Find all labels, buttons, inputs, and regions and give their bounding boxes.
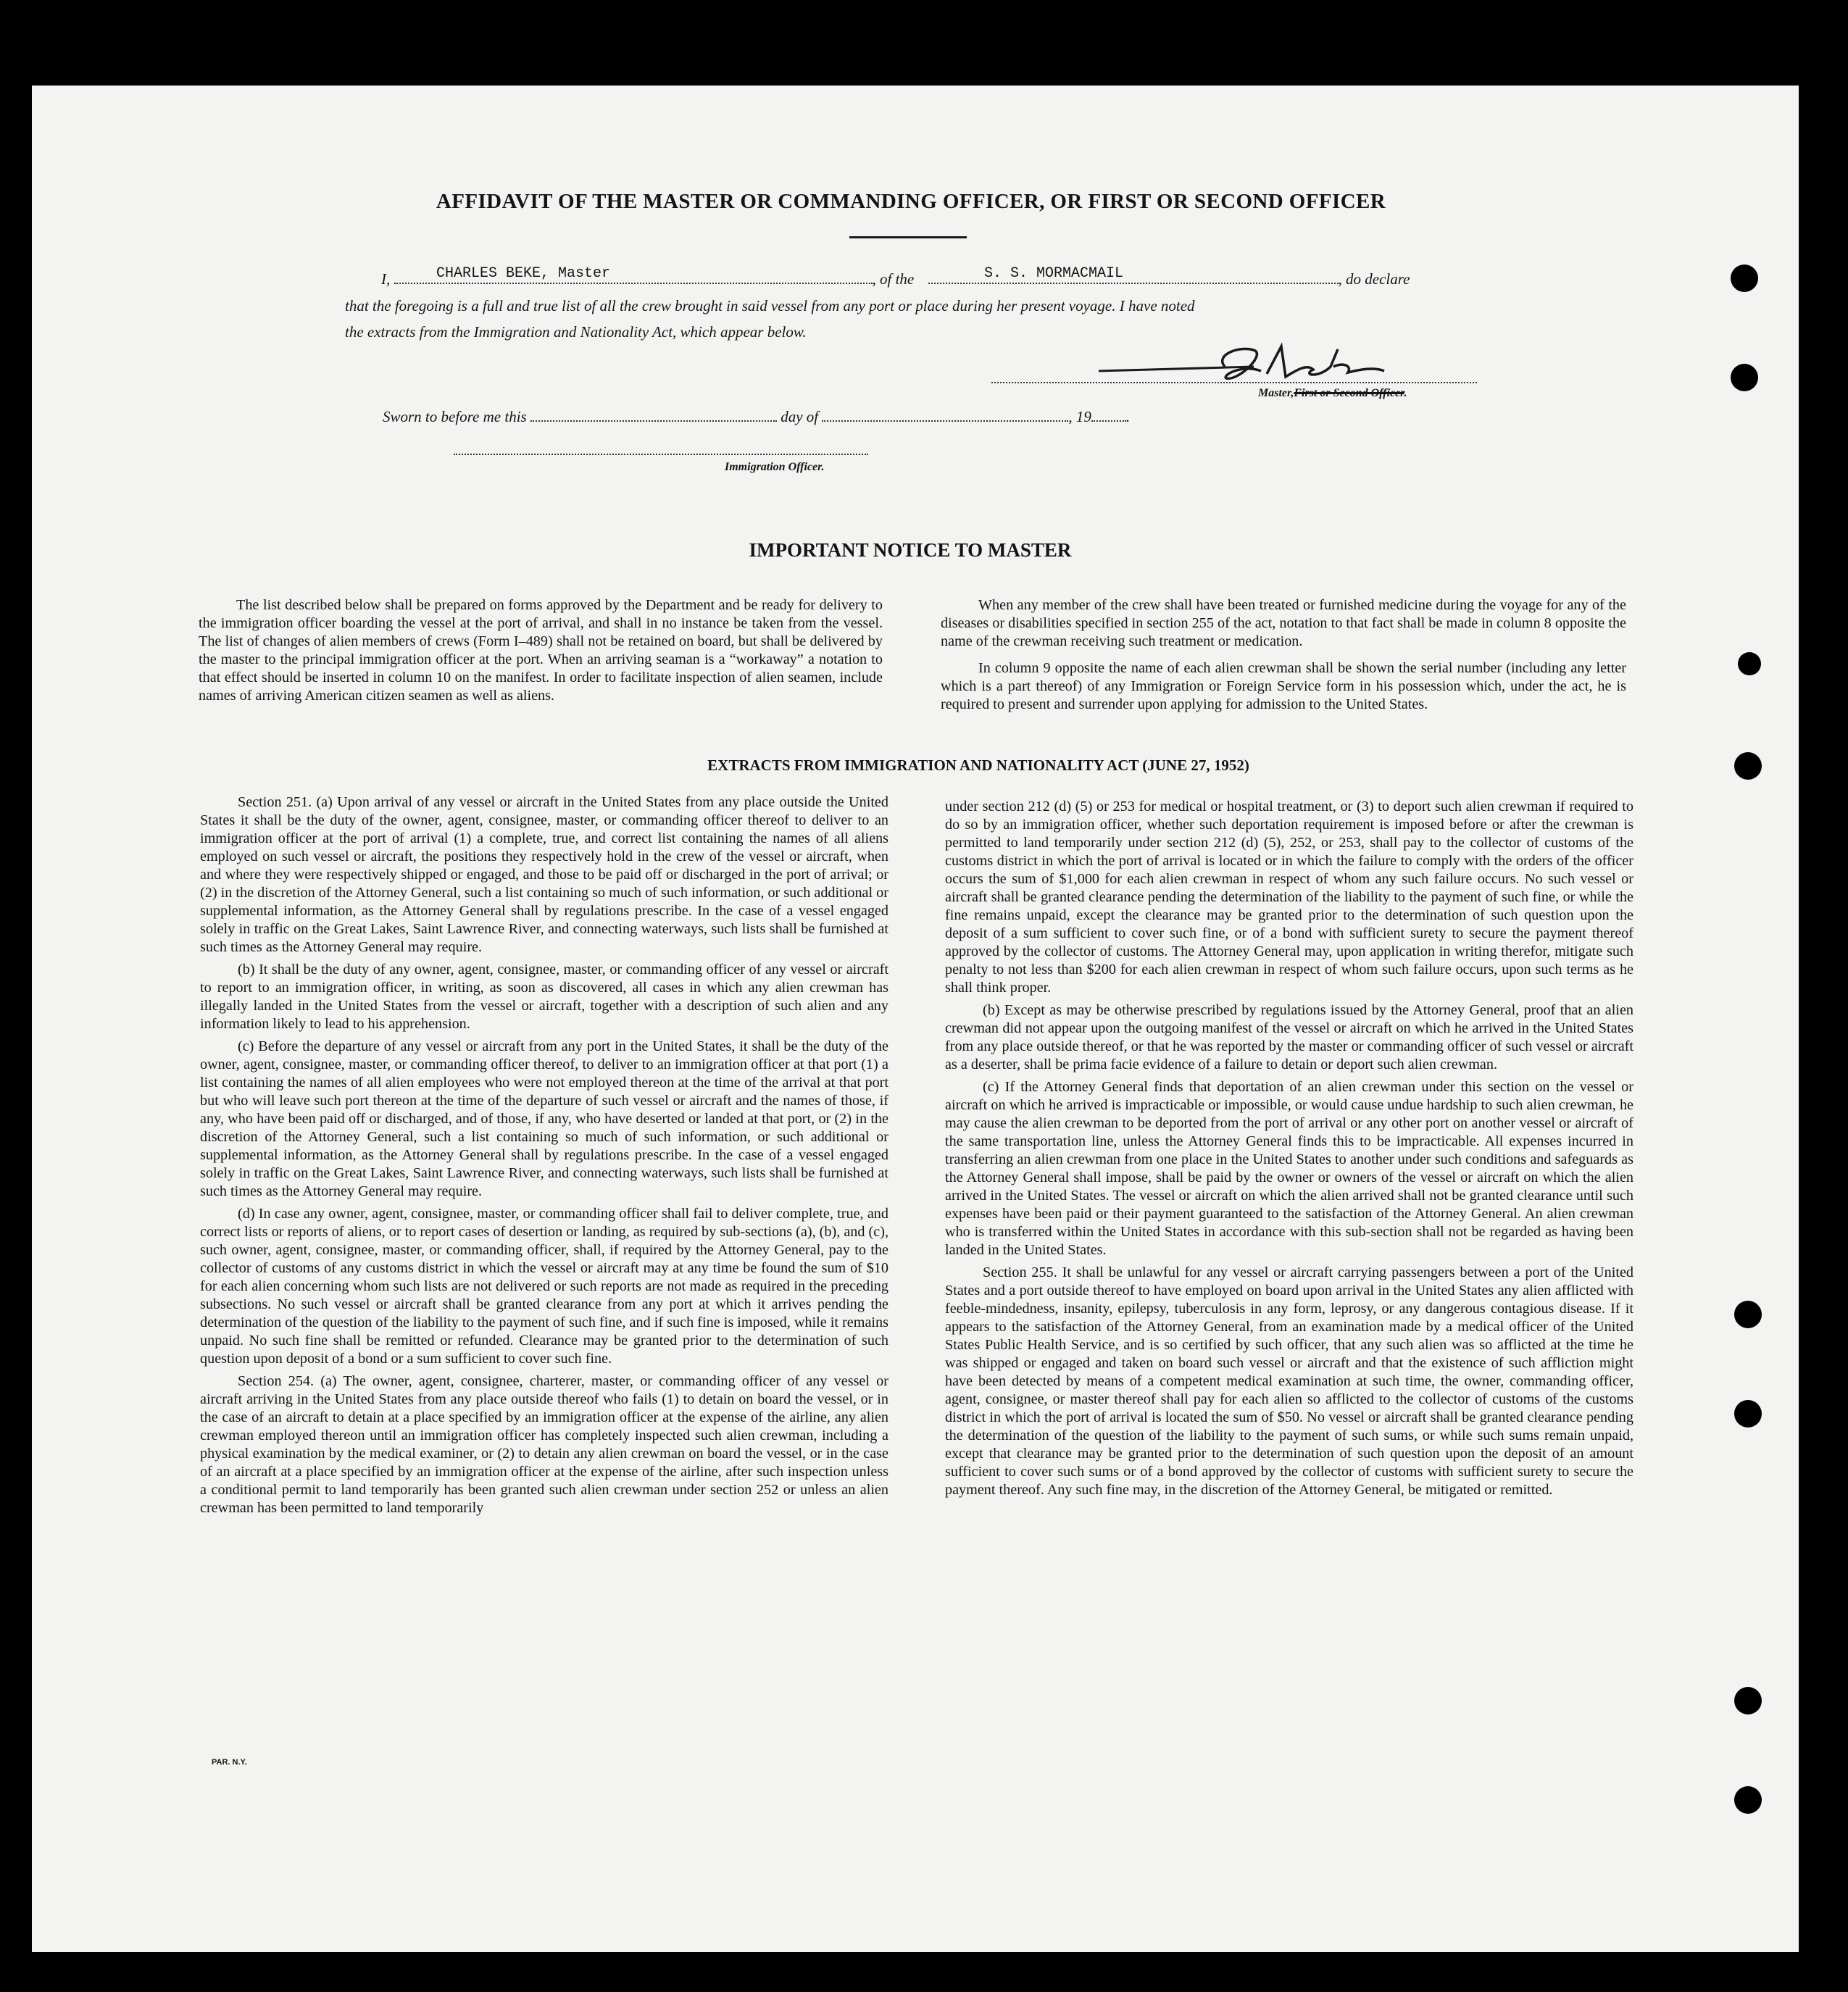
extract-paragraph: (b) It shall be the duty of any owner, agent, consignee, master, or commanding officer of any vessel or aircraft to report to an immigration officer, in writing, as soon as discovered, all cases in which any alien crewman has illegally landed in the United States from the vessel or aircraft, together with a description of such alien and any information likely to lead to his apprehension.	[200, 962, 888, 1032]
extract-paragraph: Section 255. It shall be unlawful for any vessel or aircraft carrying passengers between a port of the United States and a port outside thereof to have employed on board upon arrival in the United States any alien afflicted with feeble-mindedness, insanity, epilepsy, tuberculosis in any form, leprosy, or any dangerous contagious disease. If it appears to the satisfaction of the Attorney General, from an examination made by a medical officer of the United States Public Health Service, and is so certified by such officer, that any such alien was so afflicted at the time he was shipped or engaged and taken on board such vessel or aircraft and that the existence of such affliction might have been detected by means of a competent medical examination at such time, the owner, commanding officer, agent, consignee, or master thereof shall pay for each alien so afflicted to the collector of customs of the customs district in which the port of arrival is located the sum of $50. No vessel or aircraft shall be granted clearance pending the determination of the question of the liability to the payment of such sums, or while such sums remain unpaid, except that clearance may be granted prior to the determination of such question upon the deposit of an amount sufficient to cover such sums or of a bond approved by the collector of customs with sufficient surety to secure the payment thereof. Any such fine may, in the discretion of the Attorney General, be mitigated or remitted.	[945, 1264, 1633, 1498]
sworn-year-field[interactable]	[1091, 406, 1126, 422]
binder-hole	[1734, 1786, 1762, 1814]
binder-hole	[1734, 1400, 1762, 1428]
notice-title: IMPORTANT NOTICE TO MASTER	[749, 539, 1072, 561]
binder-hole	[1734, 1301, 1762, 1328]
immigration-officer-line	[454, 454, 868, 455]
immigration-officer-caption: Immigration Officer.	[725, 461, 825, 473]
label-of-the: , of the	[872, 270, 915, 288]
notice-paragraph: In column 9 opposite the name of each alien crewman shall be shown the serial number (including any letter which is a part thereof) of any Immigration or Foreign Service form in his possession which, under the act, he is required to present and surrender upon applying for admission to the United States.	[941, 660, 1626, 712]
extract-paragraph: Section 251. (a) Upon arrival of any vessel or aircraft in the United States from any place outside the United States it shall be the duty of the owner, agent, consignee, master, or commanding officer thereof to deliver to an immigration officer at the port of arrival (1) a complete, true, and correct list containing the names of all aliens employed on such vessel or aircraft, the positions they respectively hold in the crew of the vessel or aircraft, when and where they were respectively shipped or engaged, and those to be paid off or discharged in the port of arrival; or (2) in the discretion of the Attorney General, such a list containing so much of such information, or such additional or supplemental information, as the Attorney General shall by regulations prescribe. In the case of a vessel engaged solely in traffic on the Great Lakes, Saint Lawrence River, and connecting waterways, such lists shall be furnished at such times as the Attorney General may require.	[200, 794, 888, 955]
notice-left-column	[199, 596, 883, 709]
extracts-title: EXTRACTS FROM IMMIGRATION AND NATIONALITY ACT (JUNE 27, 1952)	[707, 757, 1249, 774]
binder-hole	[1738, 652, 1761, 675]
declaration-text-2: the extracts from the Immigration and Nationality Act, which appear below.	[345, 323, 807, 341]
extracts-left-column	[200, 793, 888, 1522]
signature-line	[991, 382, 1477, 383]
extract-paragraph: (d) In case any owner, agent, consignee, master, or commanding officer shall fail to deliver complete, true, and correct lists or reports of aliens, or to report cases of desertion or landing, as required by sub-sections (a), (b), and (c), such owner, agent, consignee, master, or commanding officer, shall, if required by the Attorney General, pay to the collector of customs of any customs district in which the vessel or aircraft may at any time be found the sum of $10 for each alien concerning whom such lists are not delivered or such reports are not made as required in the preceding subsections. No such vessel or aircraft shall be granted clearance from any port at which it arrives pending the determination of the question of the liability to the payment of such fine, and if such fine is imposed, while it remains unpaid. No such fine shall be remitted or refunded. Clearance may be granted prior to the determination of such question upon deposit of a bond or a sum sufficient to cover such fine.	[200, 1206, 888, 1367]
label-do-declare: , do declare	[1338, 270, 1410, 288]
binder-hole	[1731, 264, 1758, 292]
affidavit-title: AFFIDAVIT OF THE MASTER OR COMMANDING OFFICER, OR FIRST OR SECOND OFFICER	[436, 190, 1386, 213]
extract-paragraph: under section 212 (d) (5) or 253 for medical or hospital treatment, or (3) to deport such alien crewman if required to do so by an immigration officer, whether such deportation requirement is imposed before or after the crewman is permitted to land temporarily under section 212 (d) (5), 252, or 253, shall pay to the collector of customs of the customs district in which the port of arrival is located or in which the failure to comply with the orders of the officer occurs the sum of $1,000 for each alien crewman in respect of whom any such failure occurs. No such vessel or aircraft shall be granted clearance pending the determination of the liability to the payment of such fine, or while the fine remains unpaid, except the clearance may be granted prior to the determination of such question upon the deposit of a sum sufficient to cover such fine, or of a bond with sufficient surety to secure the payment thereof approved by the collector of customs. The Attorney General may, upon application in writing therefor, mitigate such penalty to not less than $200 for each alien crewman in respect of whom such failure occurs, upon such terms as he shall think proper.	[945, 799, 1633, 996]
notice-paragraph: The list described below shall be prepared on forms approved by the Department and be ready for delivery to the immigration officer boarding the vessel at the port of arrival, and shall in no instance be taken from the vessel. The list of changes of alien members of crews (Form I–489) shall not be retained on board, but shall be delivered by the master to the principal immigration officer at the port. When an arriving seaman is a “workaway” a notation to that effect should be inserted in column 10 on the manifest. In order to facilitate inspection of alien seamen, include names of arriving American citizen seamen as well as aliens.	[199, 597, 883, 704]
sworn-month-field[interactable]	[822, 406, 1068, 422]
extract-paragraph: Section 254. (a) The owner, agent, consignee, charterer, master, or commanding officer of any vessel or aircraft arriving in the United States from any place outside thereof who fails (1) to detain on board the vessel, or in the case of an aircraft to detain at a place specified by an immigration officer at the expense of the airline, any alien crewman employed thereon until an immigration officer has completely inspected such alien crewman, including a physical examination by the medical examiner, or (2) to detain any alien crewman on board the vessel, or in the case of an aircraft at a place specified by an immigration officer at the expense of the airline, after such inspection unless a conditional permit to land temporarily has been granted such alien crewman under section 252 or unless an alien crewman has been permitted to land temporarily	[200, 1373, 888, 1516]
extract-paragraph: (b) Except as may be otherwise prescribed by regulations issued by the Attorney General, proof that an alien crewman did not appear upon the outgoing manifest of the vessel or aircraft on which he arrived in the United States from any place outside thereof, or that he was reported by the master or commanding officer of such vessel or aircraft as a deserter, shall be prima facie evidence of a failure to detain or deport such alien crewman.	[945, 1002, 1633, 1072]
notice-right-column	[941, 596, 1626, 718]
vessel-name-typed: S. S. MORMACMAIL	[984, 265, 1124, 282]
label-i: I,	[381, 270, 391, 288]
binder-hole	[1734, 752, 1762, 780]
title-underline	[849, 236, 967, 238]
master-name-typed: CHARLES BEKE, Master	[436, 265, 611, 282]
sworn-day-field[interactable]	[530, 406, 777, 422]
declaration-text-1: that the foregoing is a full and true list of all the crew brought in said vessel from any port or place during her present voyage. I have noted	[345, 297, 1195, 314]
struck-officer-title: First or Second Officer	[1294, 387, 1404, 399]
extract-paragraph: (c) If the Attorney General finds that deportation of an alien crewman under this section on the vessel or aircraft on which he arrived is impracticable or impossible, or would cause undue hardship to such alien crewman, he may cause the alien crewman to be deported from the port of arrival or any other port on another vessel or aircraft of the same transportation line, unless the Attorney General finds this to be impracticable. All expenses incurred in transferring an alien crewman from one place in the United States to another under such conditions and safeguards as the Attorney General shall impose, shall be paid by the owner or owners of the vessel or aircraft on which the alien arrived in the United States. The vessel or aircraft on which the alien arrived shall not be granted clearance until such expenses have been paid or their payment guaranteed to the satisfaction of the Attorney General. An alien crewman who is transferred within the United States in accordance with this sub-section shall not be regarded as having been landed in the United States.	[945, 1079, 1633, 1258]
printer-mark: PAR. N.Y.	[212, 1758, 247, 1767]
sworn-line: Sworn to before me this day of , 19 .	[383, 406, 1130, 426]
extracts-right-column	[945, 798, 1633, 1504]
master-signature	[1087, 341, 1428, 391]
binder-hole	[1731, 364, 1758, 391]
extract-paragraph: (c) Before the departure of any vessel or aircraft from any port in the United States, it shall be the duty of the owner, agent, consignee, master, or commanding officer thereof, to deliver to an immigration officer at that port (1) a list containing the names of all alien employees who were not employed thereon at the time of the arrival at that port but who will leave such port thereon at the time of the departure of such vessel or aircraft and the names of those, if any, who have been paid off or discharged, and of those, if any, who have deserted or landed at that port, or (2) in the discretion of the Attorney General, such a list containing so much of such information, or such additional or supplemental information, as the Attorney General shall by regulations prescribe. In the case of a vessel engaged solely in traffic on the Great Lakes, Saint Lawrence River, and connecting waterways, such lists shall be furnished at such times as the Attorney General may require.	[200, 1038, 888, 1199]
binder-hole	[1734, 1687, 1762, 1714]
notice-paragraph: When any member of the crew shall have been treated or furnished medicine during the voyage for any of the diseases or disabilities specified in section 255 of the act, notation to that fact shall be made in column 8 opposite the name of the crewman receiving such treatment or medication.	[941, 597, 1626, 649]
signature-caption: Master,First or Second Officer.	[1258, 387, 1407, 399]
